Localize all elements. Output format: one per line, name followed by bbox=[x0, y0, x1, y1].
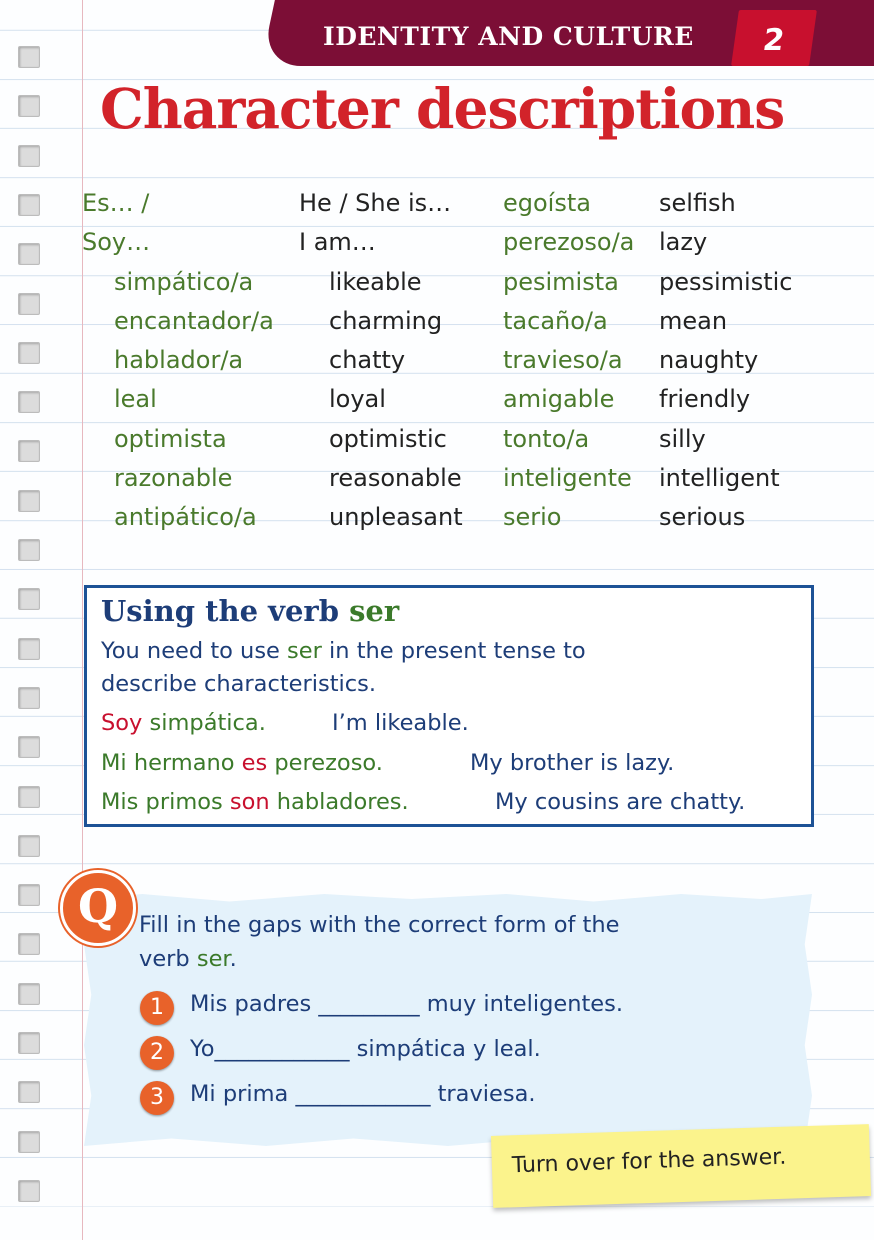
vocab-row bbox=[82, 184, 862, 223]
binder-hole bbox=[18, 933, 40, 955]
binder-hole bbox=[18, 736, 40, 758]
binder-hole bbox=[18, 95, 40, 117]
vocab-spanish: tacaño/a bbox=[503, 306, 608, 335]
vocab-english: lazy bbox=[659, 228, 708, 257]
example-1-verb: Soy bbox=[101, 710, 143, 736]
vocab-spanish: hablador/a bbox=[114, 346, 244, 375]
binder-hole bbox=[18, 687, 40, 709]
vocab-english: I am… bbox=[299, 228, 376, 257]
quiz-q-letter: Q bbox=[77, 879, 119, 933]
quiz-instruction-text: verb bbox=[139, 946, 197, 972]
vocab-spanish: razonable bbox=[114, 464, 233, 493]
quiz-instruction-end: . bbox=[229, 946, 237, 972]
vocab-english: naughty bbox=[659, 346, 759, 375]
vocab-english: unpleasant bbox=[329, 503, 463, 532]
sticky-note bbox=[491, 1124, 871, 1208]
vocab-row bbox=[82, 302, 862, 341]
vocab-row bbox=[82, 263, 862, 302]
vocab-spanish: perezoso/a bbox=[503, 228, 635, 257]
binder-hole bbox=[18, 588, 40, 610]
binder-holes bbox=[18, 46, 44, 1246]
vocab-spanish: egoísta bbox=[503, 189, 591, 217]
vocab-english: likeable bbox=[329, 267, 422, 296]
binder-hole bbox=[18, 1131, 40, 1153]
vocab-english: loyal bbox=[329, 385, 386, 414]
grammar-example-1 bbox=[101, 710, 266, 736]
binder-hole bbox=[18, 293, 40, 315]
vocab-row bbox=[82, 223, 862, 262]
question-3-text: Mi prima ____________ traviesa. bbox=[190, 1081, 536, 1107]
vocab-spanish: simpático/a bbox=[114, 267, 254, 296]
vocab-english: silly bbox=[659, 424, 706, 453]
vocab-spanish: leal bbox=[114, 385, 157, 414]
vocab-row bbox=[82, 420, 862, 459]
vocab-english: chatty bbox=[329, 346, 406, 375]
example-2-verb: es bbox=[241, 750, 268, 776]
vocab-row bbox=[82, 498, 862, 537]
example-1-rest: simpática. bbox=[142, 710, 266, 736]
vocab-english: serious bbox=[659, 503, 746, 532]
grammar-example-3 bbox=[101, 789, 409, 815]
vocab-english: He / She is… bbox=[299, 189, 452, 217]
question-2-badge: 2 bbox=[140, 1036, 174, 1070]
vocab-spanish: Es… / bbox=[82, 189, 150, 217]
grammar-intro-line-2: describe characteristics. bbox=[101, 671, 377, 697]
binder-hole bbox=[18, 1032, 40, 1054]
grammar-box bbox=[84, 585, 814, 827]
page-number: 2 bbox=[760, 23, 787, 58]
vocab-spanish: optimista bbox=[114, 424, 227, 453]
vocab-row bbox=[82, 341, 862, 380]
binder-hole bbox=[18, 884, 40, 906]
binder-hole bbox=[18, 835, 40, 857]
vocab-english: friendly bbox=[659, 385, 751, 414]
page-title: Character descriptions bbox=[100, 76, 785, 141]
quiz-instruction-1: Fill in the gaps with the correct form of the bbox=[139, 912, 620, 938]
question-1-badge: 1 bbox=[140, 991, 174, 1025]
example-3-post: habladores. bbox=[269, 789, 409, 815]
quiz-instruction-verb: ser bbox=[196, 946, 230, 972]
vocab-english: optimistic bbox=[329, 424, 447, 453]
vocab-english: pessimistic bbox=[659, 267, 793, 296]
grammar-example-3-translation: My cousins are chatty. bbox=[495, 789, 746, 815]
binder-hole bbox=[18, 145, 40, 167]
vocab-spanish: antipático/a bbox=[114, 503, 257, 532]
grammar-example-2 bbox=[101, 750, 383, 776]
intro-text-end: in the present tense to bbox=[321, 638, 586, 664]
section-title: IDENTITY AND CULTURE bbox=[323, 22, 694, 51]
question-3-badge: 3 bbox=[140, 1081, 174, 1115]
question-1-text: Mis padres _________ muy inteligentes. bbox=[190, 991, 624, 1017]
vocab-english: mean bbox=[659, 306, 728, 335]
grammar-title-text: Using the verb bbox=[101, 594, 350, 628]
vocab-spanish: travieso/a bbox=[503, 346, 623, 375]
vocab-spanish: serio bbox=[503, 503, 562, 532]
binder-hole bbox=[18, 194, 40, 216]
sticky-note-text: Turn over for the answer. bbox=[511, 1144, 787, 1179]
example-2-post: perezoso. bbox=[267, 750, 383, 776]
vocab-row bbox=[82, 380, 862, 419]
binder-hole bbox=[18, 243, 40, 265]
binder-hole bbox=[18, 1081, 40, 1103]
question-2-text: Yo____________ simpática y leal. bbox=[190, 1036, 541, 1062]
grammar-example-2-translation: My brother is lazy. bbox=[470, 750, 675, 776]
grammar-example-1-translation: I’m likeable. bbox=[332, 710, 469, 736]
intro-verb: ser bbox=[287, 638, 322, 664]
binder-hole bbox=[18, 342, 40, 364]
vocab-spanish: encantador/a bbox=[114, 306, 274, 335]
quiz-instruction-2 bbox=[139, 946, 237, 972]
binder-hole bbox=[18, 638, 40, 660]
vocab-english: charming bbox=[329, 306, 443, 335]
binder-hole bbox=[18, 490, 40, 512]
binder-hole bbox=[18, 539, 40, 561]
vocab-english: reasonable bbox=[329, 464, 462, 493]
page-number-badge bbox=[731, 10, 817, 66]
binder-hole bbox=[18, 391, 40, 413]
grammar-intro-line-1 bbox=[101, 638, 586, 664]
vocab-spanish: amigable bbox=[503, 385, 615, 414]
example-3-verb: son bbox=[229, 789, 270, 815]
grammar-box-title bbox=[101, 594, 399, 634]
intro-text: You need to use bbox=[101, 638, 288, 664]
vocab-spanish: tonto/a bbox=[503, 424, 590, 453]
grammar-title-verb: ser bbox=[349, 594, 400, 628]
example-3-pre: Mis primos bbox=[101, 789, 230, 815]
quiz-q-icon bbox=[60, 870, 136, 946]
binder-hole bbox=[18, 1180, 40, 1202]
vocab-row bbox=[82, 459, 862, 498]
vocab-english: selfish bbox=[659, 189, 736, 217]
example-2-pre: Mi hermano bbox=[101, 750, 242, 776]
vocab-table bbox=[82, 184, 862, 538]
vocab-spanish: inteligente bbox=[503, 464, 632, 493]
vocab-spanish: pesimista bbox=[503, 267, 619, 296]
binder-hole bbox=[18, 786, 40, 808]
binder-hole bbox=[18, 440, 40, 462]
binder-hole bbox=[18, 983, 40, 1005]
vocab-english: intelligent bbox=[659, 464, 780, 493]
binder-hole bbox=[18, 46, 40, 68]
vocab-spanish: Soy… bbox=[82, 228, 151, 257]
